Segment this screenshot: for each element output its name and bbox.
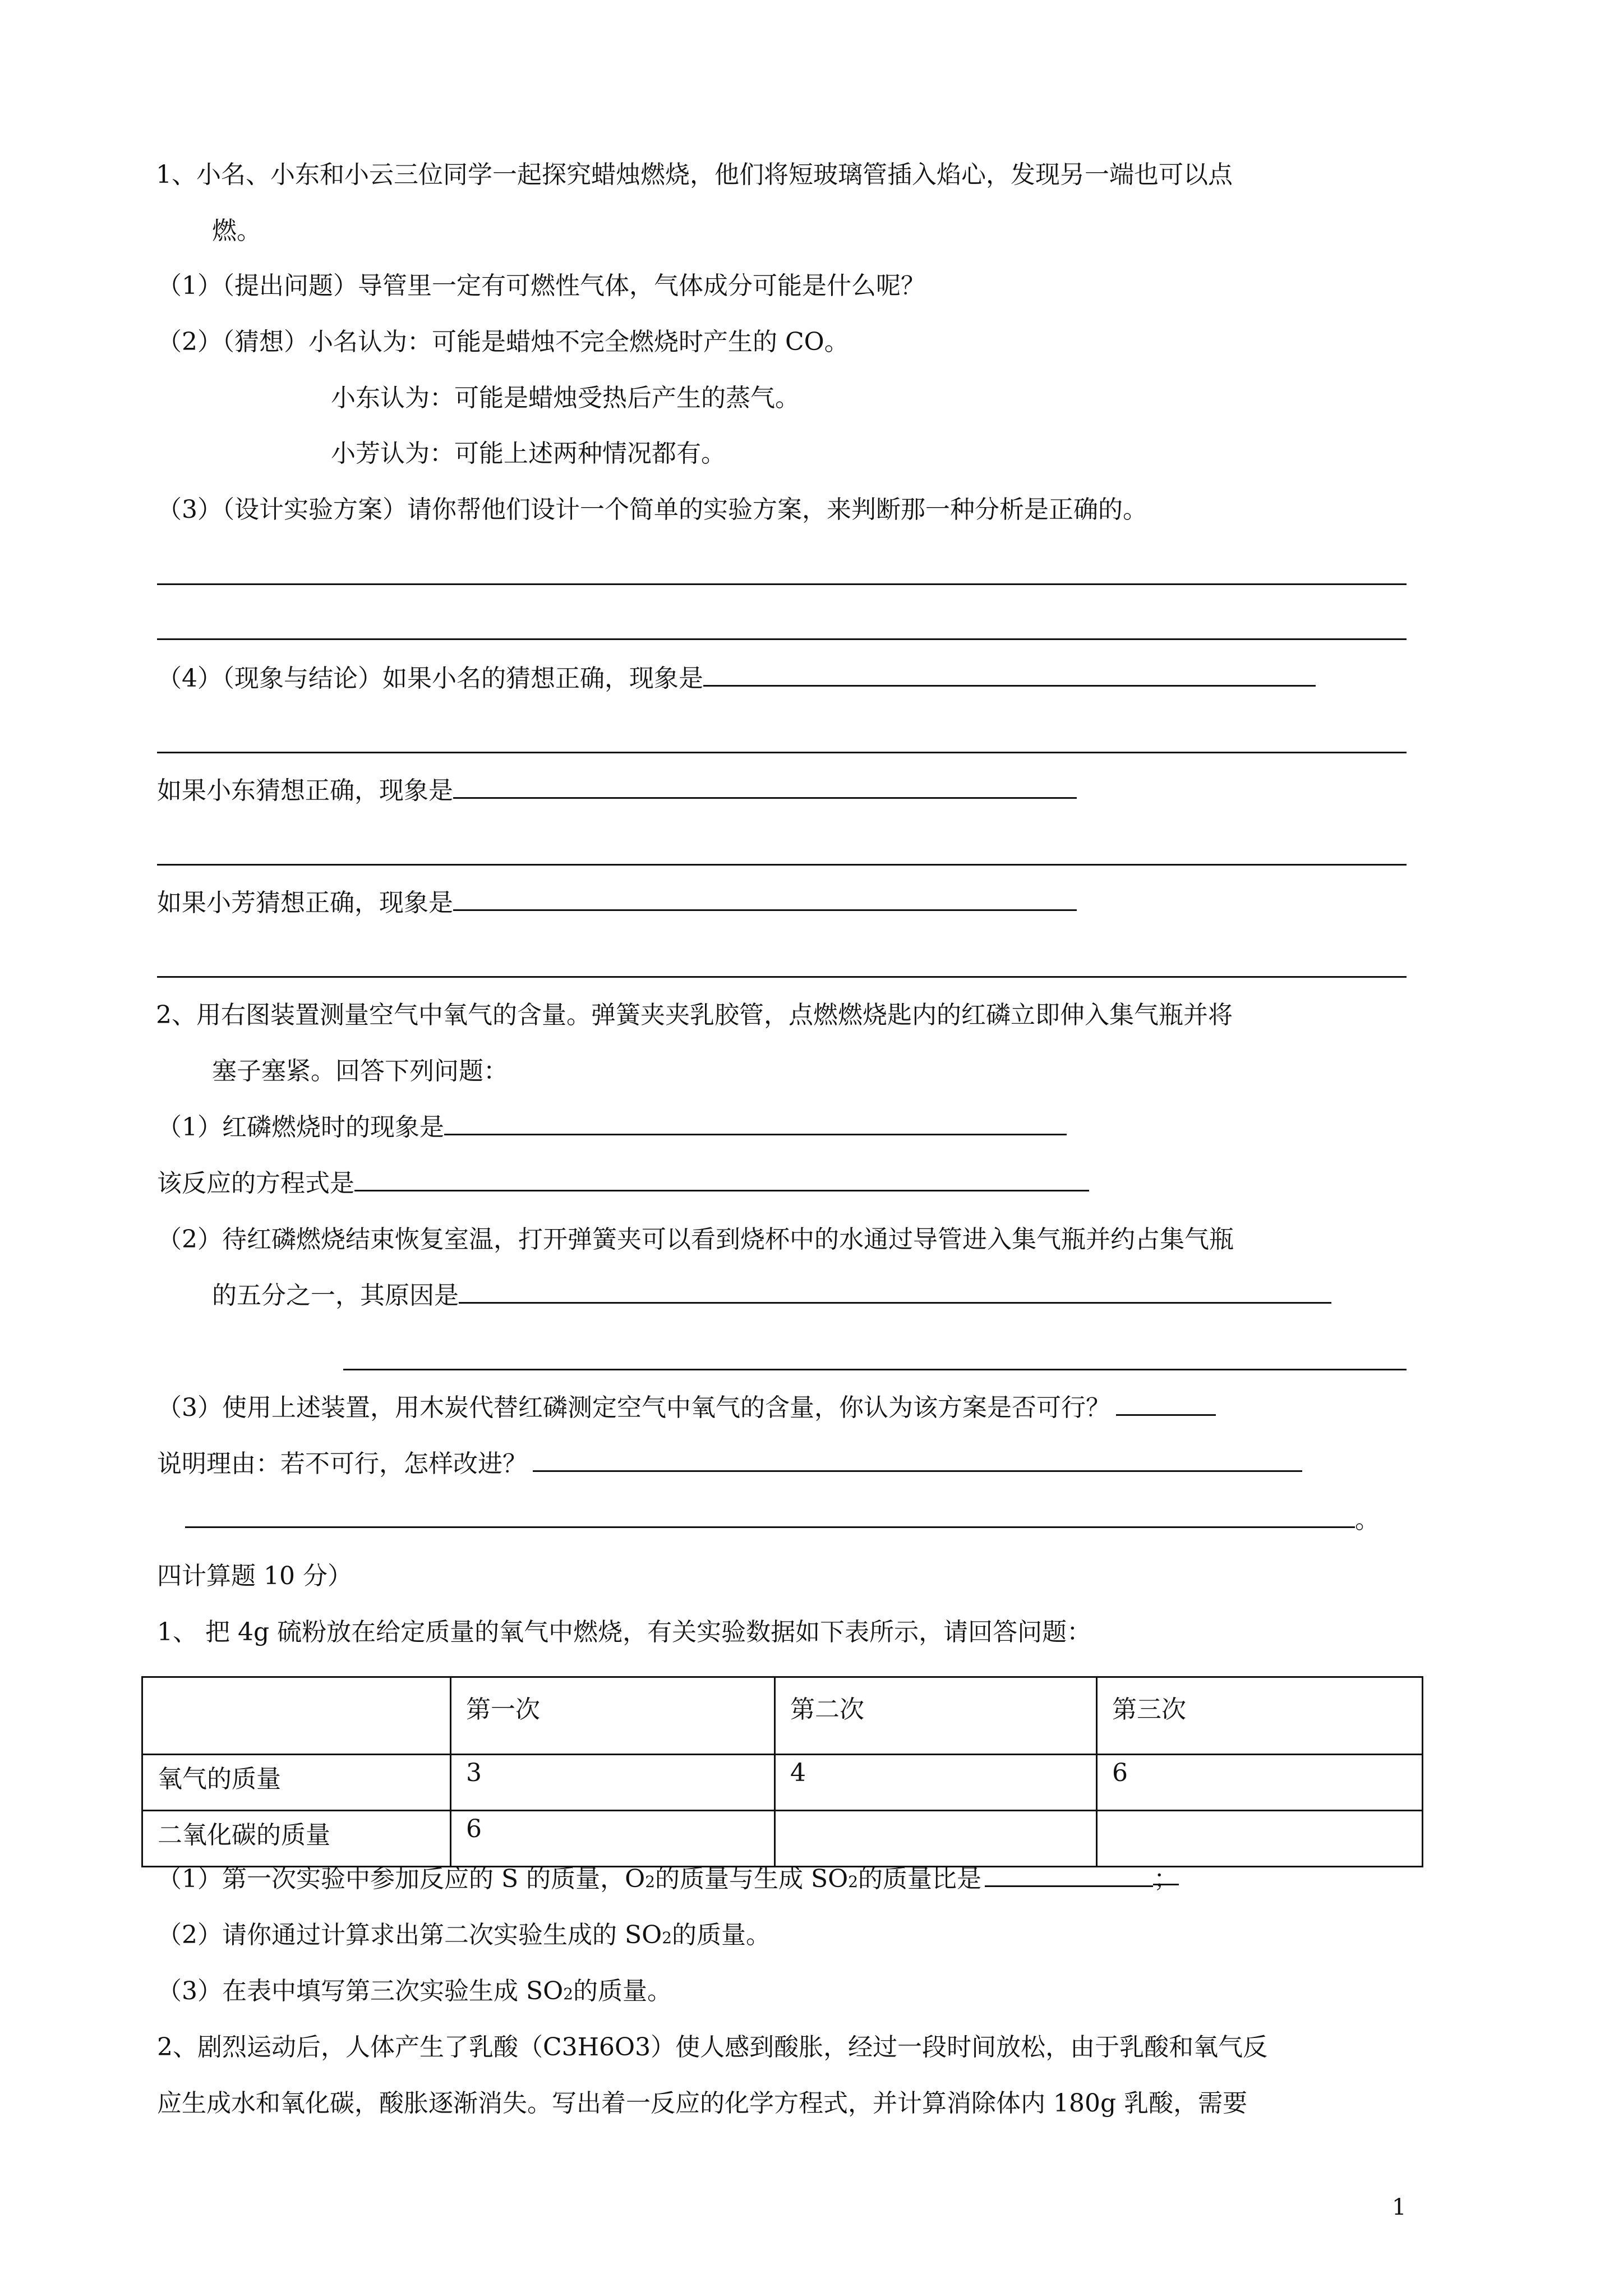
table-cell: 氧气的质量 (142, 1755, 451, 1811)
answer-blank[interactable] (533, 1448, 1302, 1472)
q2-part3-b (157, 1446, 1302, 1482)
table-header-cell (142, 1677, 451, 1755)
c2-line2: 应生成水和氧化碳，酸胀逐渐消失。写出着一反应的化学方程式，并计算消除体内 180g 乳酸，需要 (157, 2089, 1248, 2118)
q2-part1-b-text: 该反应的方程式是 (157, 1169, 354, 1198)
table-cell[interactable] (775, 1811, 1097, 1867)
answer-line[interactable] (157, 752, 1407, 753)
answer-line[interactable] (343, 1369, 1407, 1370)
q2-part3-text: （3）使用上述装置，用木炭代替红磷测定空气中氧气的含量，你认为该方案是否可行？ (157, 1393, 1110, 1422)
c1-part1-text-b: 的质量与生成 SO (655, 1865, 849, 1893)
q1-part2-guess-b: 小东认为：可能是蜡烛受热后产生的蒸气。 (331, 384, 800, 412)
table-header-cell: 第三次 (1097, 1677, 1423, 1755)
table-cell: 4 (775, 1755, 1097, 1811)
table-cell: 二氧化碳的质量 (142, 1811, 451, 1867)
table-cell: 6 (1097, 1755, 1423, 1811)
q1-part4-text: （4）（现象与结论）如果小名的猜想正确，现象是 (157, 664, 703, 693)
q1-stem-line2: 燃。 (212, 217, 261, 245)
end-mark: 。 (1355, 1506, 1380, 1534)
c1-part2-text-a: （2）请你通过计算求出第二次实验生成的 SO (157, 1921, 662, 1949)
q1-part4 (157, 661, 1316, 697)
table-header-cell: 第一次 (451, 1677, 775, 1755)
q1-part4-c-text: 如果小芳猜想正确，现象是 (157, 889, 453, 917)
q2-part1-text: （1）红磷燃烧时的现象是 (157, 1113, 444, 1142)
q2-part2-line2-text: 的五分之一，其原因是 (212, 1281, 459, 1310)
q1-part2-guess-c: 小芳认为：可能上述两种情况都有。 (331, 439, 726, 468)
q2-part3 (157, 1390, 1216, 1426)
c1-stem: 1、 把 4g 硫粉放在给定质量的氧气中燃烧，有关实验数据如下表所示，请回答问题： (157, 1618, 1092, 1646)
answer-line[interactable] (157, 976, 1407, 978)
q2-stem-line2: 塞子塞紧。回答下列问题： (212, 1057, 508, 1085)
section-title: 四计算题 10 分） (157, 1562, 352, 1590)
answer-blank[interactable] (703, 662, 1316, 687)
answer-blank[interactable] (453, 775, 1077, 799)
q2-part2-line1: （2）待红磷燃烧结束恢复室温，打开弹簧夹可以看到烧杯中的水通过导管进入集气瓶并约占集气瓶 (157, 1225, 1234, 1254)
c1-part2: （2）请你通过计算求出第二次实验生成的 SO 2 的质量。 (157, 1917, 771, 1953)
end-mark: ； (1153, 1861, 1179, 1885)
c1-part3-text-b: 的质量。 (573, 1977, 672, 2005)
table-cell: 3 (451, 1755, 775, 1811)
answer-blank[interactable] (459, 1280, 1331, 1304)
c2-line1: 2、剧烈运动后，人体产生了乳酸（C3H6O3）使人感到酸胀，经过一段时间放松，由于乳酸和氧气反 (157, 2033, 1268, 2062)
answer-blank[interactable] (444, 1111, 1067, 1135)
answer-blank[interactable] (185, 1504, 1355, 1528)
c1-part1-text-c: 的质量比是 (858, 1865, 982, 1893)
answer-line[interactable] (157, 864, 1407, 866)
c1-part1: （1）第一次实验中参加反应的 S 的质量，O 2 的质量与生成 SO 2 的质量比是 ； (157, 1861, 1179, 1897)
table-cell: 6 (451, 1811, 775, 1867)
q2-part3-c (185, 1502, 1380, 1538)
q2-part3-b-text: 说明理由：若不可行，怎样改进？ (157, 1450, 527, 1478)
answer-blank[interactable] (453, 887, 1077, 911)
q1-part4-b-text: 如果小东猜想正确，现象是 (157, 776, 453, 805)
c1-part2-text-b: 的质量。 (672, 1921, 771, 1949)
q2-part1 (157, 1110, 1067, 1145)
table-row (142, 1811, 1423, 1867)
c1-part1-text-a: （1）第一次实验中参加反应的 S 的质量，O (157, 1865, 645, 1893)
c1-part3-text-a: （3）在表中填写第三次实验生成 SO (157, 1977, 564, 2005)
table-header-cell: 第二次 (775, 1677, 1097, 1755)
data-table (141, 1676, 1423, 1867)
answer-line[interactable] (157, 583, 1407, 585)
answer-blank[interactable] (1116, 1392, 1216, 1416)
q1-stem-line1: 1、小名、小东和小云三位同学一起探究蜡烛燃烧，他们将短玻璃管插入焰心，发现另一端也可以点 (156, 160, 1233, 189)
q1-part2-guess-a: （2）（猜想）小名认为：可能是蜡烛不完全燃烧时产生的 CO。 (157, 328, 849, 356)
q2-stem-line1: 2、用右图装置测量空气中氧气的含量。弹簧夹夹乳胶管，点燃燃烧匙内的红磷立即伸入集气瓶并将 (156, 1001, 1233, 1029)
q1-part4-b (157, 773, 1077, 809)
table-cell[interactable] (1097, 1811, 1423, 1867)
table-row (142, 1755, 1423, 1811)
answer-blank[interactable] (985, 1863, 1153, 1887)
q2-part1-b (157, 1166, 1089, 1202)
q2-part2-line2 (212, 1278, 1331, 1314)
q1-part3: （3）（设计实验方案）请你帮他们设计一个简单的实验方案，来判断那一种分析是正确的。 (157, 495, 1147, 524)
q1-part4-c (157, 885, 1077, 921)
answer-line[interactable] (157, 638, 1407, 640)
answer-blank[interactable] (354, 1167, 1089, 1191)
page-number: 1 (1392, 2194, 1407, 2220)
c1-part3: （3）在表中填写第三次实验生成 SO 2 的质量。 (157, 1973, 672, 2009)
q1-part1: （1）（提出问题）导管里一定有可燃性气体，气体成分可能是什么呢？ (157, 272, 925, 300)
